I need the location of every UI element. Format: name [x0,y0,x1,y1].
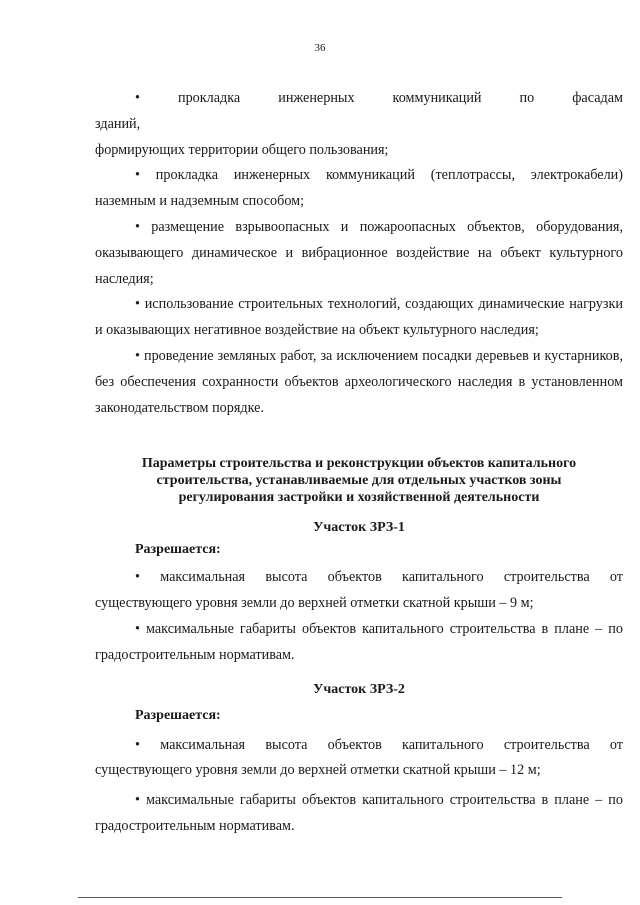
zone2-item-dimensions: • максимальные габариты объектов капитального строительства в плане – по градостроительным нормативам. [95,792,623,834]
zone2-item-height: • максимальная высота объектов капитального строительства от существующего уровня земли до верхней отметки скатной крыши – 12 м; [95,736,623,779]
document-body [95,86,623,840]
bullet-heating-line2: наземным и надземным способом; [95,193,305,210]
section-heading-line3: регулирования застройки и хозяйственной деятельности [178,490,540,506]
zone1-item-dimensions: • максимальные габариты объектов капитального строительства в плане – по градостроительным нормативам. [95,620,623,663]
bullet-explosive: • размещение взрывоопасных и пожароопасных объектов, оборудования, оказывающего динамическое и вибрационное воздействие на объект культурного наследия; [95,218,623,287]
section-heading-line1: Параметры строительства и реконструкции объектов капитального [141,456,577,472]
bullet-technologies: • использование строительных технологий, создающих динамические нагрузки и оказывающих негативное воздействие на объект культурного наследия; [95,296,623,339]
zone1-title: Участок ЗРЗ-1 [313,520,405,536]
zone2-label: Разрешается: [135,707,221,723]
zone1-item-height: • максимальная высота объектов капитального строительства от существующего уровня земли до верхней отметки скатной крыши – 9 м; [95,569,623,612]
page-bottom-border [78,897,562,898]
bullet-facade-line2: формирующих территории общего пользования; [95,141,389,158]
section-heading-line2: строительства, устанавливаемые для отдельных участков зоны [156,473,562,489]
zone2-title: Участок ЗРЗ-2 [313,681,405,697]
bullet-facade-line1: • прокладка инженерных коммуникаций по фасадам зданий, [95,90,623,132]
bullet-heating-line1: • прокладка инженерных коммуникаций (теплотрассы, электрокабели) [135,167,623,184]
page-number: 36 [314,42,326,54]
bullet-earthworks: • проведение земляных работ, за исключением посадки деревьев и кустарников, без обеспечения сохранности объектов археологического наследия в установленном законодательством порядке. [95,347,623,416]
zone1-label: Разрешается: [135,542,221,558]
